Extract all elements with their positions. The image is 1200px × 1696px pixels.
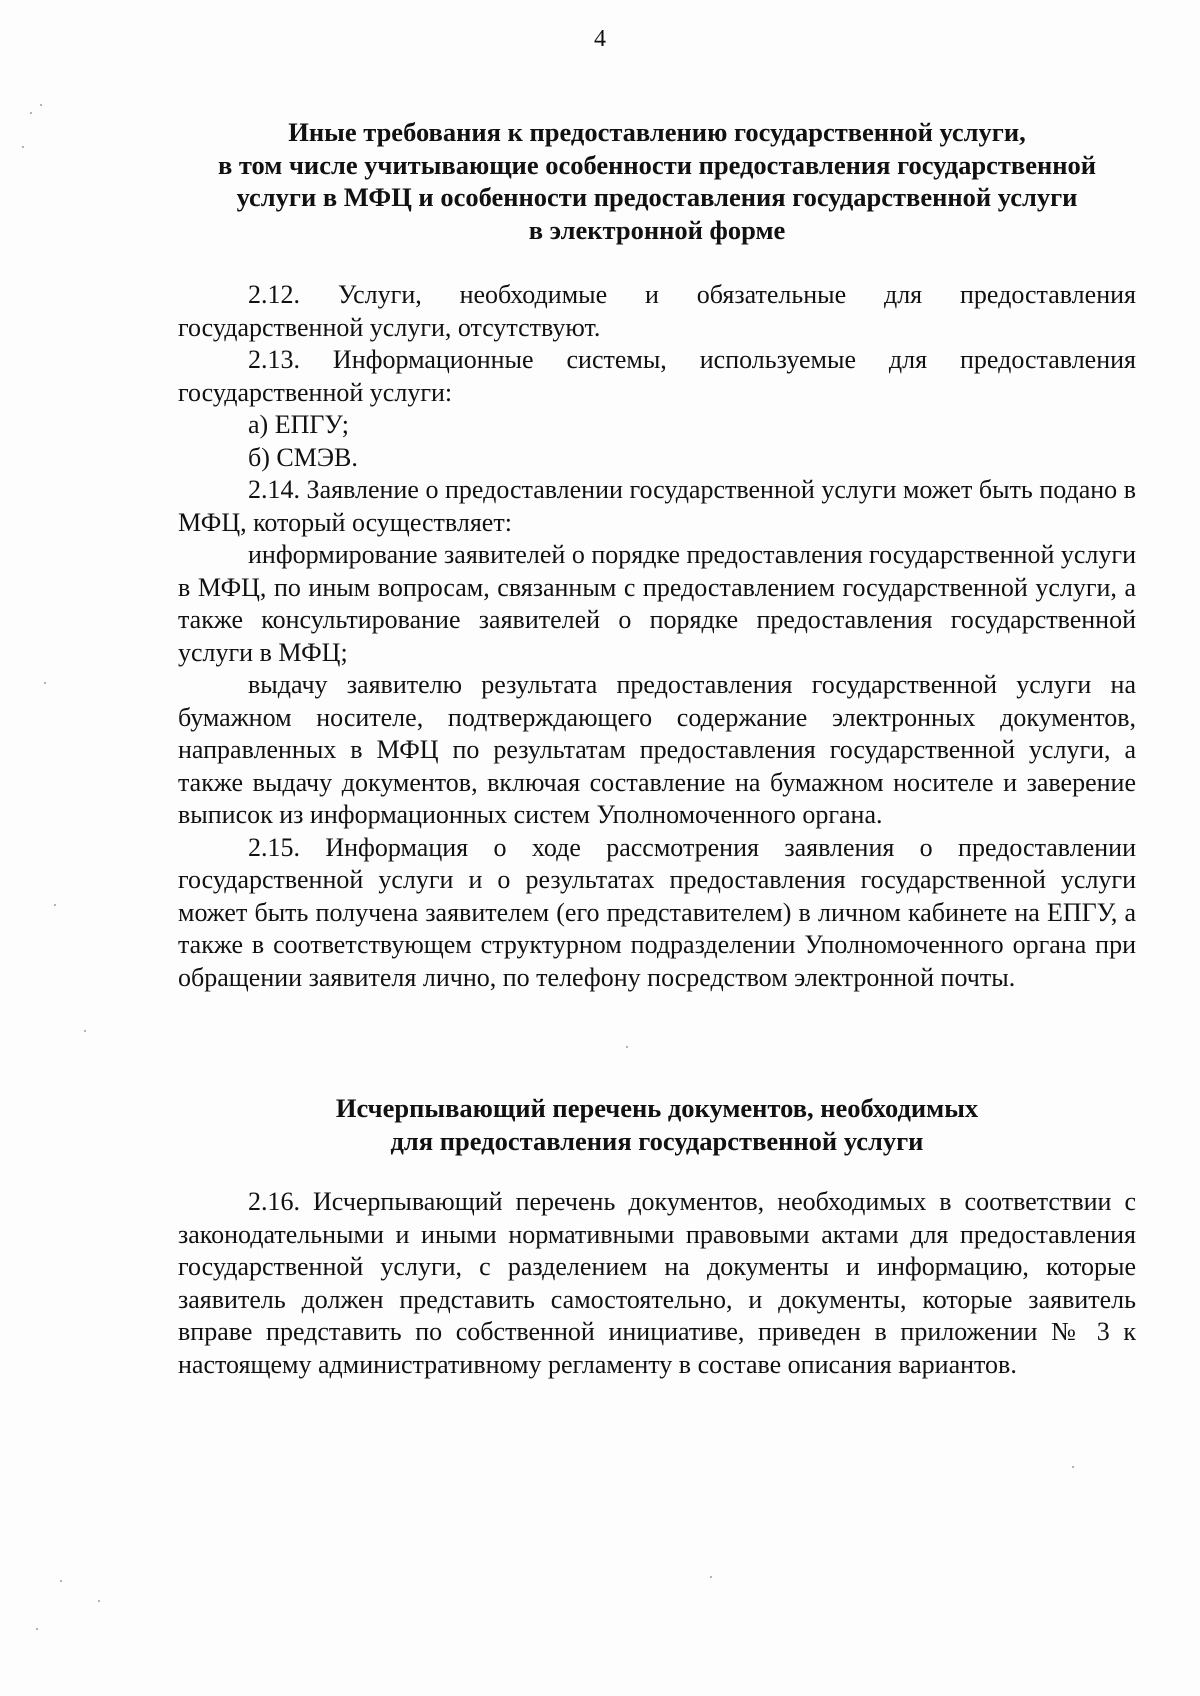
page-number: 4 xyxy=(594,26,606,52)
scan-speck xyxy=(98,1600,100,1602)
heading-line: для предоставления государственной услуги xyxy=(390,1125,924,1156)
heading-line: Иные требования к предоставлению государственной услуги, xyxy=(288,117,1026,147)
paragraph-2-16: 2.16. Исчерпывающий перечень документов, необходимых в соответствии с законодательными и иными нормативными правовыми актами для предоставления государственной услуги, с разделением на документы и информацию, которые заявитель должен представить самостоятельно, и документы, которые заявитель вправе представить по собственной инициативе, приведен в приложении № 3 к настоящему административному регламенту в составе описания вариантов. xyxy=(178,1187,1136,1379)
scan-speck xyxy=(60,1580,62,1582)
paragraph-2-12: 2.12. Услуги, необходимые и обязательные для предоставления государственной услуги, отсутствуют. xyxy=(178,280,1136,342)
section-1-heading xyxy=(178,116,1136,246)
section-1-title xyxy=(178,116,1136,246)
section-2-title xyxy=(178,1092,1136,1157)
heading-line: услуги в МФЦ и особенности предоставления государственной услуги xyxy=(236,182,1078,212)
heading-line: Исчерпывающий перечень документов, необходимых xyxy=(335,1093,979,1123)
section-2-heading xyxy=(178,1092,1136,1157)
paragraph-2-13: 2.13. Информационные системы, используемые для предоставления государственной услуги: xyxy=(178,345,1136,407)
scan-speck xyxy=(54,904,56,906)
list-item-a: а) ЕПГУ; xyxy=(248,410,350,439)
section-1-body xyxy=(178,279,1136,994)
scan-speck xyxy=(44,682,46,684)
paragraph-2-15: 2.15. Информация о ходе рассмотрения заявления о предоставлении государственной услуги и о результатах предоставления государственной услуги может быть получена заявителем (его представителем) в личном кабинете на ЕПГУ, а также в соответствующем структурном подразделении Уполномоченного органа при обращении заявителя лично, по телефону посредством электронной почты. xyxy=(178,832,1136,992)
paragraph-2-14: 2.14. Заявление о предоставлении государственной услуги может быть подано в МФЦ, который осуществляет: xyxy=(178,475,1136,537)
scan-speck xyxy=(22,146,24,148)
paragraph-2-14-informing: информирование заявителей о порядке предоставления государственной услуги в МФЦ, по иным вопросам, связанным с предоставлением государственной услуги, а также консультирование заявителей о порядке предоставления государственной услуги в МФЦ; xyxy=(178,540,1136,667)
scan-speck xyxy=(36,1628,38,1630)
paragraph-2-14-issuance: выдачу заявителю результата предоставления государственной услуги на бумажном носителе, подтверждающего содержание электронных документов, направленных в МФЦ по результатам предоставления государственной услуги, а также выдачу документов, включая составление на бумажном носителе и заверение выписок из информационных систем Уполномоченного органа. xyxy=(178,670,1136,829)
scan-speck xyxy=(40,104,42,106)
scan-speck xyxy=(626,1046,628,1048)
heading-line: в электронной форме xyxy=(528,214,786,245)
section-2-body xyxy=(178,1186,1136,1381)
scan-speck xyxy=(710,1576,712,1578)
scan-speck xyxy=(1072,1466,1074,1468)
list-item-b: б) СМЭВ. xyxy=(248,442,358,472)
heading-line: в том числе учитывающие особенности предоставления государственной xyxy=(217,149,1097,180)
scan-speck xyxy=(30,112,32,114)
scan-speck xyxy=(84,1030,86,1032)
